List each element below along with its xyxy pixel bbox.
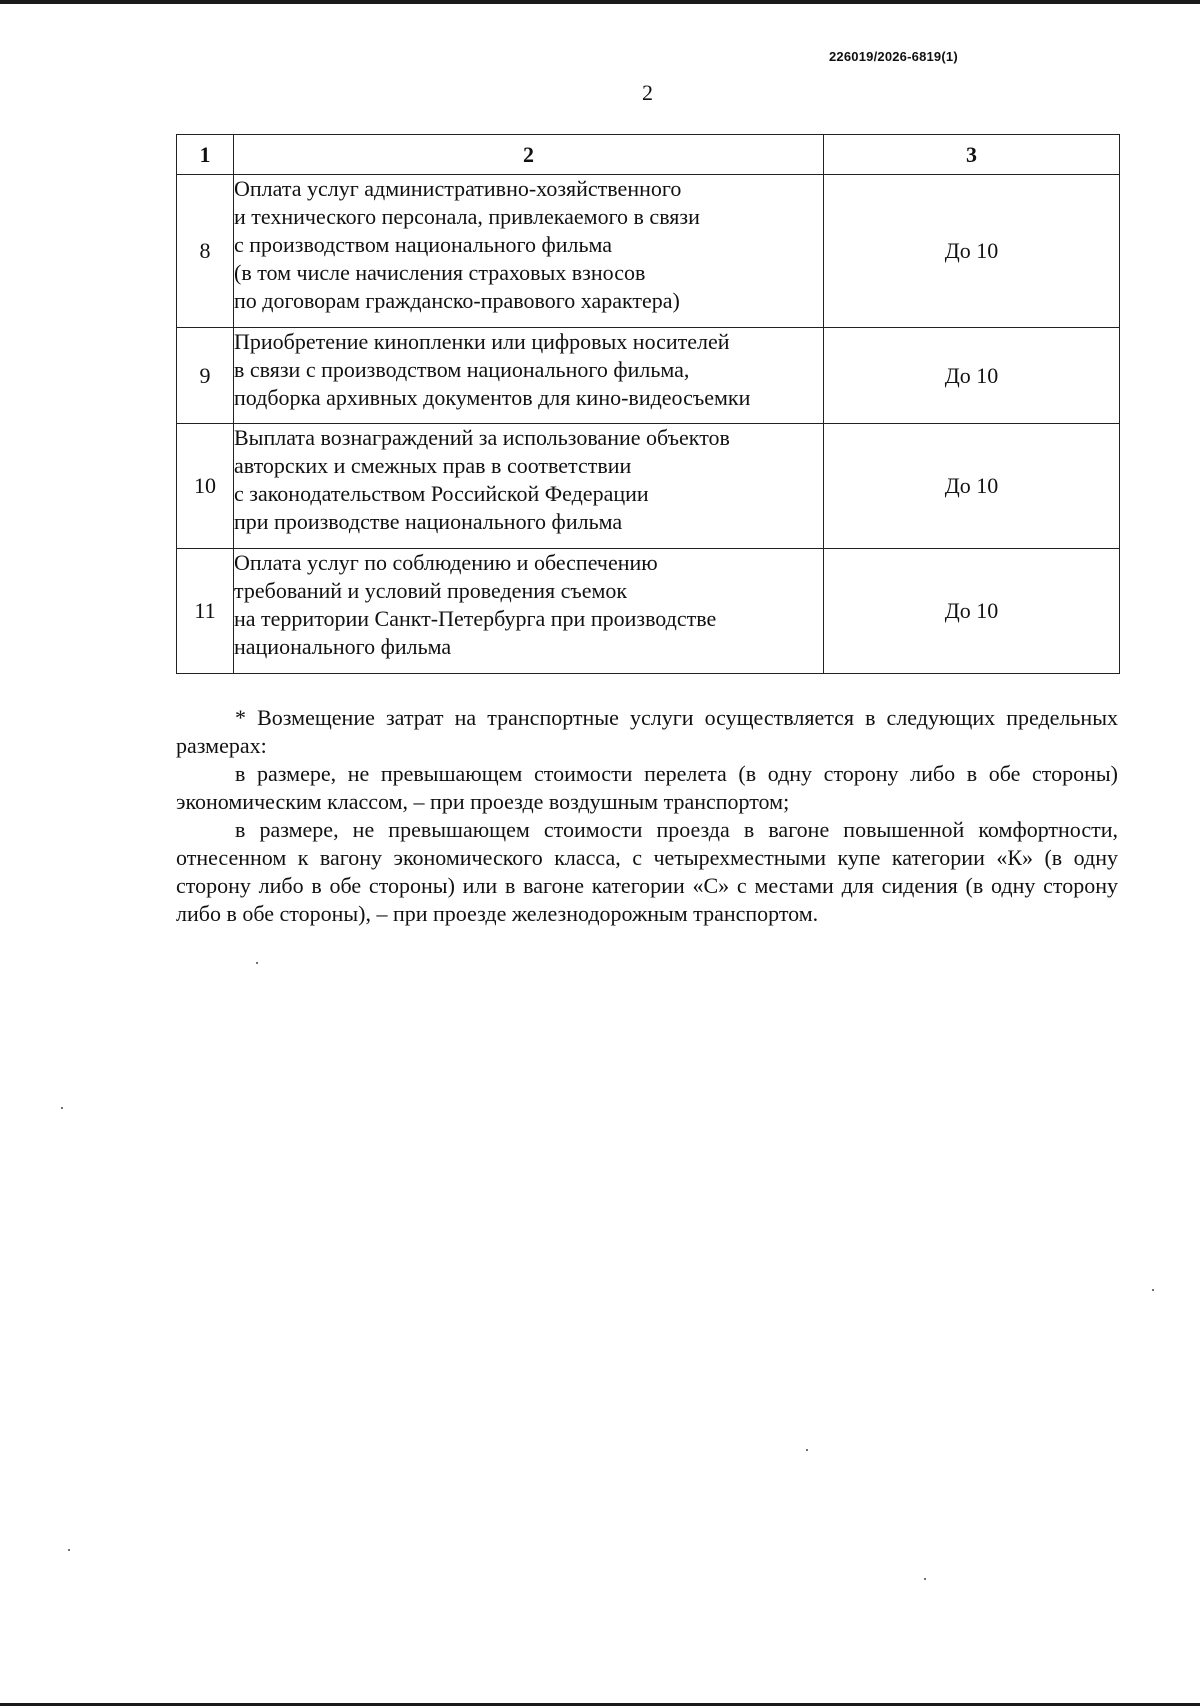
header-cell-1: 1	[177, 135, 234, 175]
row-description	[234, 424, 824, 549]
table-header-row	[177, 135, 1120, 175]
header-cell-2: 2	[234, 135, 824, 175]
description-line: Приобретение кинопленки или цифровых носителей	[234, 329, 730, 354]
table-row	[177, 549, 1120, 674]
footnote-paragraph: * Возмещение затрат на транспортные услуги осуществляется в следующих предельных размерах:	[176, 705, 1118, 758]
description-line: национального фильма	[234, 634, 452, 659]
description-line: и технического персонала, привлекаемого в связи	[234, 204, 700, 229]
row-number: 9	[177, 328, 234, 424]
scan-speck	[1152, 1289, 1154, 1291]
row-description	[234, 549, 824, 674]
table-row	[177, 175, 1120, 328]
expense-table	[176, 134, 1120, 674]
description-line: с производством национального фильма	[234, 232, 613, 257]
row-number: 11	[177, 549, 234, 674]
description-line: Оплата услуг по соблюдению и обеспечению	[234, 550, 658, 575]
description-line: Выплата вознаграждений за использование объектов	[234, 425, 730, 450]
row-description	[234, 328, 824, 424]
header-cell-3: 3	[824, 135, 1120, 175]
description-line: авторских и смежных прав в соответствии	[234, 453, 632, 478]
description-line: по договорам гражданско-правового характера)	[234, 288, 680, 313]
row-value: До 10	[824, 424, 1120, 549]
row-value: До 10	[824, 549, 1120, 674]
row-number: 10	[177, 424, 234, 549]
footnote	[176, 704, 1118, 928]
scan-speck	[68, 1549, 70, 1551]
page-number: 2	[642, 80, 653, 105]
document-number: 226019/2026-6819(1)	[829, 49, 958, 64]
scan-speck	[61, 1107, 63, 1109]
row-number: 8	[177, 175, 234, 328]
description-line: на территории Санкт-Петербурга при производстве	[234, 606, 717, 631]
scan-speck	[256, 962, 258, 964]
row-description	[234, 175, 824, 328]
description-line: (в том числе начисления страховых взносов	[234, 260, 646, 285]
description-line: требований и условий проведения съемок	[234, 578, 628, 603]
scan-speck	[806, 1449, 808, 1451]
table-row	[177, 328, 1120, 424]
scan-speck	[924, 1578, 926, 1580]
row-value: До 10	[824, 175, 1120, 328]
description-line: при производстве национального фильма	[234, 509, 623, 534]
description-line: в связи с производством национального фильма,	[234, 357, 690, 382]
scan-edge-top	[0, 0, 1200, 4]
description-line: Оплата услуг административно-хозяйственного	[234, 176, 682, 201]
row-value: До 10	[824, 328, 1120, 424]
table-row	[177, 424, 1120, 549]
description-line: с законодательством Российской Федерации	[234, 481, 649, 506]
footnote-paragraph: в размере, не превышающем стоимости проезда в вагоне повышенной комфортности, отнесенном к вагону экономического класса, с четырехместными купе категории «К» (в одну сторону либо в обе стороны) или в вагоне категории «С» с местами для сидения (в одну сторону либо в обе стороны), – при проезде железнодорожным транспортом.	[176, 817, 1118, 926]
description-line: подборка архивных документов для кино-видеосъемки	[234, 385, 751, 410]
footnote-paragraph: в размере, не превышающем стоимости перелета (в одну сторону либо в обе стороны) экономическим классом, – при проезде воздушным транспортом;	[176, 761, 1118, 814]
